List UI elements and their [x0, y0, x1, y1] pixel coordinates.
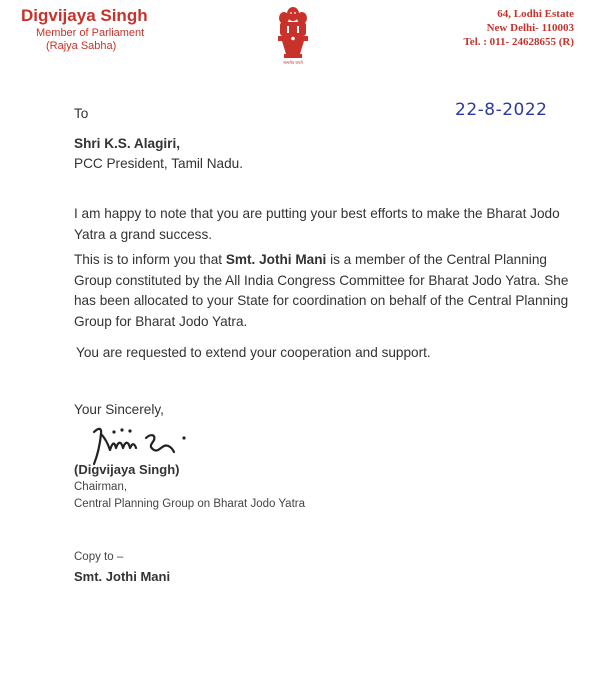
signatory-organisation: Central Planning Group on Bharat Jodo Yatra	[74, 498, 305, 510]
state-emblem-icon	[270, 4, 316, 66]
paragraph-1: I am happy to note that you are putting your best efforts to make the Bharat Jodo Yatra a grand success.	[74, 206, 560, 242]
letter-date: 22-8-2022	[455, 100, 548, 120]
sender-name: Digvijaya Singh	[21, 6, 148, 25]
address-line-1: 64, Lodhi Estate	[497, 8, 574, 20]
emblem-motto: सत्यमेव जयते	[283, 60, 303, 65]
paragraph-2-text-start: This is to inform you that	[74, 252, 226, 267]
sender-title: Member of Parliament	[36, 27, 145, 39]
sender-house: (Rajya Sabha)	[46, 40, 117, 52]
copy-to-label: Copy to –	[74, 551, 124, 563]
recipient-title: PCC President, Tamil Nadu.	[74, 156, 243, 171]
paragraph-2	[74, 250, 569, 332]
signatory-role: Chairman,	[74, 481, 128, 493]
paragraph-3: You are requested to extend your cooperation and support.	[76, 345, 431, 360]
copy-to-name: Smt. Jothi Mani	[74, 569, 171, 584]
paragraph-2-text-end: is a member of the Central Planning Group constituted by the All India Congress Committee for Bharat Jodo Yatra. She has been allocated to your State for coordination on behalf of the Central Planning Group for Bharat Jodo Yatra.	[74, 252, 569, 329]
signatory-name: (Digvijaya Singh)	[74, 462, 180, 477]
member-name-highlight: Smt. Jothi Mani	[225, 252, 327, 267]
closing: Your Sincerely,	[74, 402, 164, 417]
phone-number: Tel. : 011- 24628655 (R)	[463, 36, 574, 48]
recipient-name: Shri K.S. Alagiri,	[74, 136, 181, 151]
address-line-2: New Delhi- 110003	[486, 22, 574, 34]
salutation: To	[74, 106, 89, 121]
